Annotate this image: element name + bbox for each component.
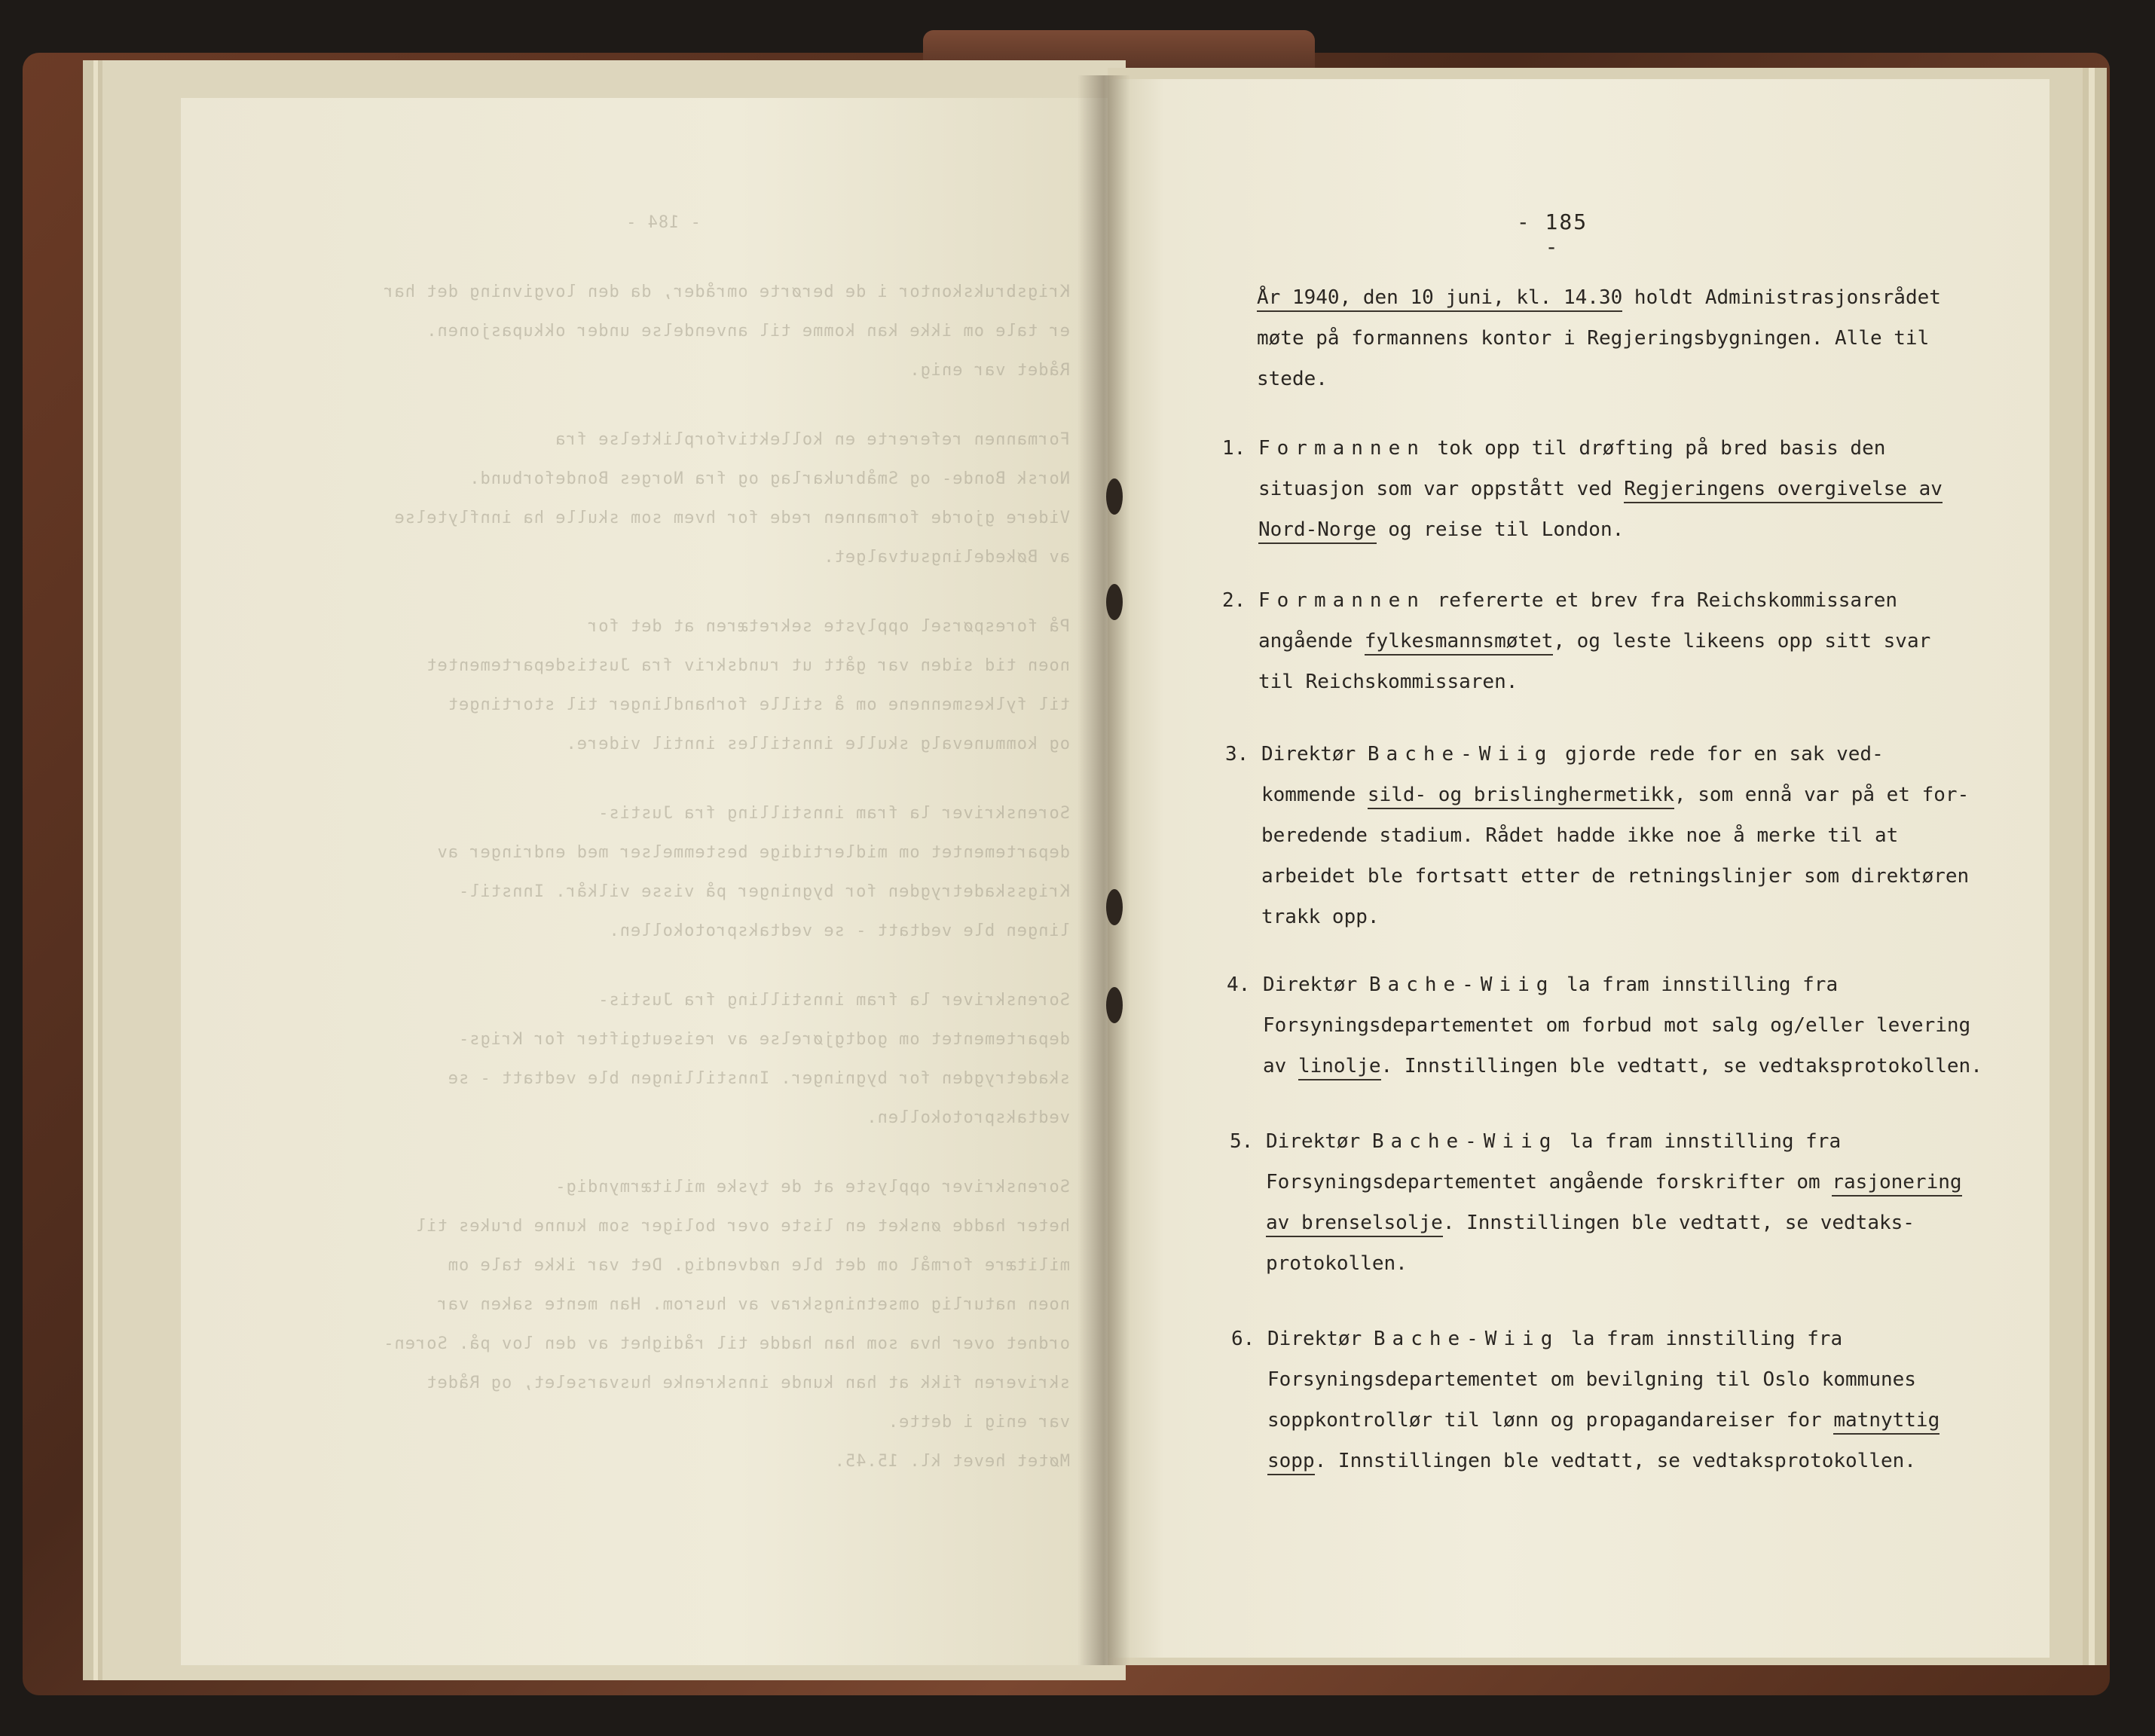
ghost-line: var enig i dette. bbox=[887, 1413, 1070, 1432]
ghost-line: Norsk Bonde- og Småbrukarlag og fra Norges Bondeforbund. bbox=[469, 469, 1070, 488]
ghost-line: departementet om godtgjørelse av reiseutgifter for Krigs- bbox=[458, 1030, 1070, 1049]
item-line bbox=[1258, 621, 2027, 662]
ghost-line: er tale om ikke kan komme til anvendelse under okkupasjonen. bbox=[426, 322, 1070, 341]
ghost-line: ordnet over hva som han hadde til rådighet av den lov på. Soren- bbox=[383, 1334, 1070, 1353]
ghost-line: og kommunevalg skulle innstilles inntil videre. bbox=[565, 735, 1070, 753]
speaker-name: Formannen bbox=[1258, 437, 1426, 460]
item-text: Direktør bbox=[1261, 743, 1368, 766]
item-text: Direktør bbox=[1267, 1328, 1374, 1350]
item-text: . Innstillingen ble vedtatt, se vedtaks- bbox=[1442, 1212, 1915, 1234]
item-number: 3. bbox=[1225, 743, 1249, 766]
item-text: la fram innstilling fra bbox=[1557, 1130, 1842, 1153]
ghost-line: Rådet var enig. bbox=[909, 361, 1070, 380]
ghost-line: Møtet hevet kl. 15.45. bbox=[833, 1452, 1070, 1471]
item-text: Direktør bbox=[1263, 973, 1369, 996]
binding-hole bbox=[1106, 478, 1123, 515]
item-text: Forsyningsdepartementet angående forskrifter om bbox=[1266, 1171, 1833, 1194]
left-page-bleed-text bbox=[256, 203, 1070, 1481]
item-line bbox=[1267, 1400, 2036, 1441]
item-text: og reise til London. bbox=[1376, 518, 1625, 541]
underlined-term: matnyttig bbox=[1833, 1409, 1940, 1435]
item-text: situasjon som var oppstått ved bbox=[1258, 478, 1625, 500]
ghost-page-number: - 184 - bbox=[625, 213, 701, 232]
ghost-line: På forespørsel opplyste sekretæren at det for bbox=[586, 617, 1070, 636]
item-text: av bbox=[1263, 1055, 1298, 1077]
ghost-line: skadetrygden for bygninger. Innstillingen ble vedtatt - se bbox=[447, 1069, 1070, 1088]
ghost-line: noen naturlig omsetningskrav av husrom. Han mente saken var bbox=[436, 1295, 1070, 1314]
ghost-line: skriveren fikk at han kunde innskrenke husvarselet, og Rådet bbox=[426, 1374, 1070, 1392]
item-text: soppkontrollør til lønn og propagandareiser for bbox=[1267, 1409, 1834, 1432]
item-line: trakk opp. bbox=[1261, 906, 1380, 928]
underlined-term: sopp bbox=[1267, 1450, 1315, 1475]
item-text: . Innstillingen ble vedtatt, se vedtaksprotokollen. bbox=[1314, 1450, 1916, 1472]
binding-hole bbox=[1106, 987, 1123, 1023]
underlined-term: linolje bbox=[1298, 1055, 1381, 1080]
item-line bbox=[1258, 469, 2027, 509]
item-text: Direktør bbox=[1266, 1130, 1372, 1153]
intro-paragraph bbox=[1257, 277, 2010, 399]
speaker-name: Bache-Wiig bbox=[1367, 743, 1554, 766]
ghost-line: Formannen refererte en kollektivforpliktelse fra bbox=[555, 430, 1070, 449]
item-text: angående bbox=[1258, 630, 1365, 653]
item-text: , som ennå var på et for- bbox=[1674, 784, 1970, 806]
ghost-line: departementet om midlertidige bestemmelser med endringer av bbox=[436, 843, 1070, 862]
underlined-term: Nord-Norge bbox=[1258, 518, 1377, 544]
speaker-name: Formannen bbox=[1258, 589, 1426, 612]
underlined-term: rasjonering bbox=[1832, 1171, 1961, 1197]
item-line: beredende stadium. Rådet hadde ikke noe å merke til at bbox=[1261, 824, 1899, 847]
ghost-line: Videre gjorde formannen rede for hvem som skulle ha innflytelse bbox=[393, 509, 1070, 527]
agenda-item bbox=[1231, 1319, 2036, 1481]
underlined-term: Regjeringens overgivelse av bbox=[1624, 478, 1943, 503]
intro-line bbox=[1257, 277, 2010, 318]
underlined-term: av brenselsolje bbox=[1266, 1212, 1443, 1237]
intro-line: møte på formannens kontor i Regjeringsbygningen. Alle til bbox=[1257, 327, 1930, 350]
item-text: la fram innstilling fra bbox=[1554, 973, 1839, 996]
item-line: Forsyningsdepartementet om bevilgning til Oslo kommunes bbox=[1267, 1368, 1916, 1391]
ghost-line: lingen ble vedtatt - se vedtaksprotokollen. bbox=[608, 921, 1070, 940]
ghost-line: til fylkesmennene om å stille forhandlinger til stortinget bbox=[447, 695, 1070, 714]
item-text: . Innstillingen ble vedtatt, se vedtaksprotokollen. bbox=[1380, 1055, 1982, 1077]
ghost-line: Sorenskriver la fram innstilling fra Justis- bbox=[598, 804, 1070, 823]
item-line bbox=[1263, 1046, 2031, 1087]
intro-line: stede. bbox=[1257, 368, 1328, 390]
ghost-line: noen tid siden var gått ut rundskriv fra Justisdepartementet bbox=[426, 656, 1070, 675]
item-text: kommende bbox=[1261, 784, 1368, 806]
item-line bbox=[1266, 1121, 2034, 1162]
speaker-name: Bache-Wiig bbox=[1371, 1130, 1558, 1153]
agenda-item bbox=[1222, 428, 2027, 550]
item-text: la fram innstilling fra bbox=[1559, 1328, 1843, 1350]
item-line bbox=[1267, 1441, 2036, 1481]
intro-text: holdt Administrasjonsrådet bbox=[1622, 286, 1941, 309]
item-number: 4. bbox=[1227, 973, 1251, 996]
ghost-line: heter hadde ønsket en liste over boliger som kunne brukes til bbox=[415, 1217, 1070, 1236]
item-line bbox=[1258, 580, 2027, 621]
item-text: refererte et brev fra Reichskommissaren bbox=[1425, 589, 1898, 612]
ghost-line: Krigsskadetrygden for bygninger på visse vilkår. Innstil- bbox=[458, 882, 1070, 901]
item-line bbox=[1261, 775, 2030, 815]
ghost-line: av Bøkedelingsutvalget. bbox=[823, 548, 1070, 567]
item-line: protokollen. bbox=[1266, 1252, 1408, 1275]
item-text: tok opp til drøfting på bred basis den bbox=[1425, 437, 1886, 460]
ghost-line: Sorenskriver opplyste at de tyske militærmyndig- bbox=[555, 1178, 1070, 1197]
item-line bbox=[1267, 1319, 2036, 1359]
speaker-name: Bache-Wiig bbox=[1373, 1328, 1560, 1350]
item-line bbox=[1258, 428, 2027, 469]
item-line bbox=[1261, 734, 2030, 775]
agenda-item bbox=[1225, 734, 2030, 937]
item-text: , og leste likeens opp sitt svar bbox=[1553, 630, 1931, 653]
item-number: 1. bbox=[1222, 437, 1246, 460]
agenda-item bbox=[1227, 964, 2031, 1087]
item-line bbox=[1266, 1162, 2034, 1203]
item-text: gjorde rede for en sak ved- bbox=[1553, 743, 1884, 766]
ghost-line: Krigsbrukskontor i de berørte områder, da den lovgivning det har bbox=[383, 283, 1070, 301]
item-line: arbeidet ble fortsatt etter de retningslinjer som direktøren bbox=[1261, 865, 1970, 888]
item-line bbox=[1266, 1203, 2034, 1243]
book-gutter bbox=[1078, 75, 1130, 1665]
item-line bbox=[1263, 964, 2031, 1005]
meeting-date: År 1940, den 10 juni, kl. 14.30 bbox=[1257, 286, 1622, 312]
underlined-term: fylkesmannsmøtet bbox=[1365, 630, 1553, 656]
ghost-line: militære formål om det ble nødvendig. Det var ikke tale om bbox=[447, 1256, 1070, 1275]
item-number: 2. bbox=[1222, 589, 1246, 612]
binding-hole bbox=[1106, 889, 1123, 925]
speaker-name: Bache-Wiig bbox=[1368, 973, 1555, 996]
binding-hole bbox=[1106, 584, 1123, 620]
ghost-line: Sorenskriver la fram innstilling fra Justis- bbox=[598, 991, 1070, 1010]
item-number: 6. bbox=[1231, 1328, 1255, 1350]
underlined-term: sild- og brislinghermetikk bbox=[1368, 784, 1674, 809]
agenda-item bbox=[1230, 1121, 2034, 1284]
item-number: 5. bbox=[1230, 1130, 1254, 1153]
item-line bbox=[1258, 509, 2027, 550]
ghost-line: vedtaksprotokollen. bbox=[866, 1108, 1070, 1127]
agenda-item bbox=[1222, 580, 2027, 702]
item-line: Forsyningsdepartementet om forbud mot salg og/eller levering bbox=[1263, 1014, 1971, 1037]
page-number: - 185 - bbox=[1516, 209, 1588, 259]
item-line: til Reichskommissaren. bbox=[1258, 671, 1518, 693]
